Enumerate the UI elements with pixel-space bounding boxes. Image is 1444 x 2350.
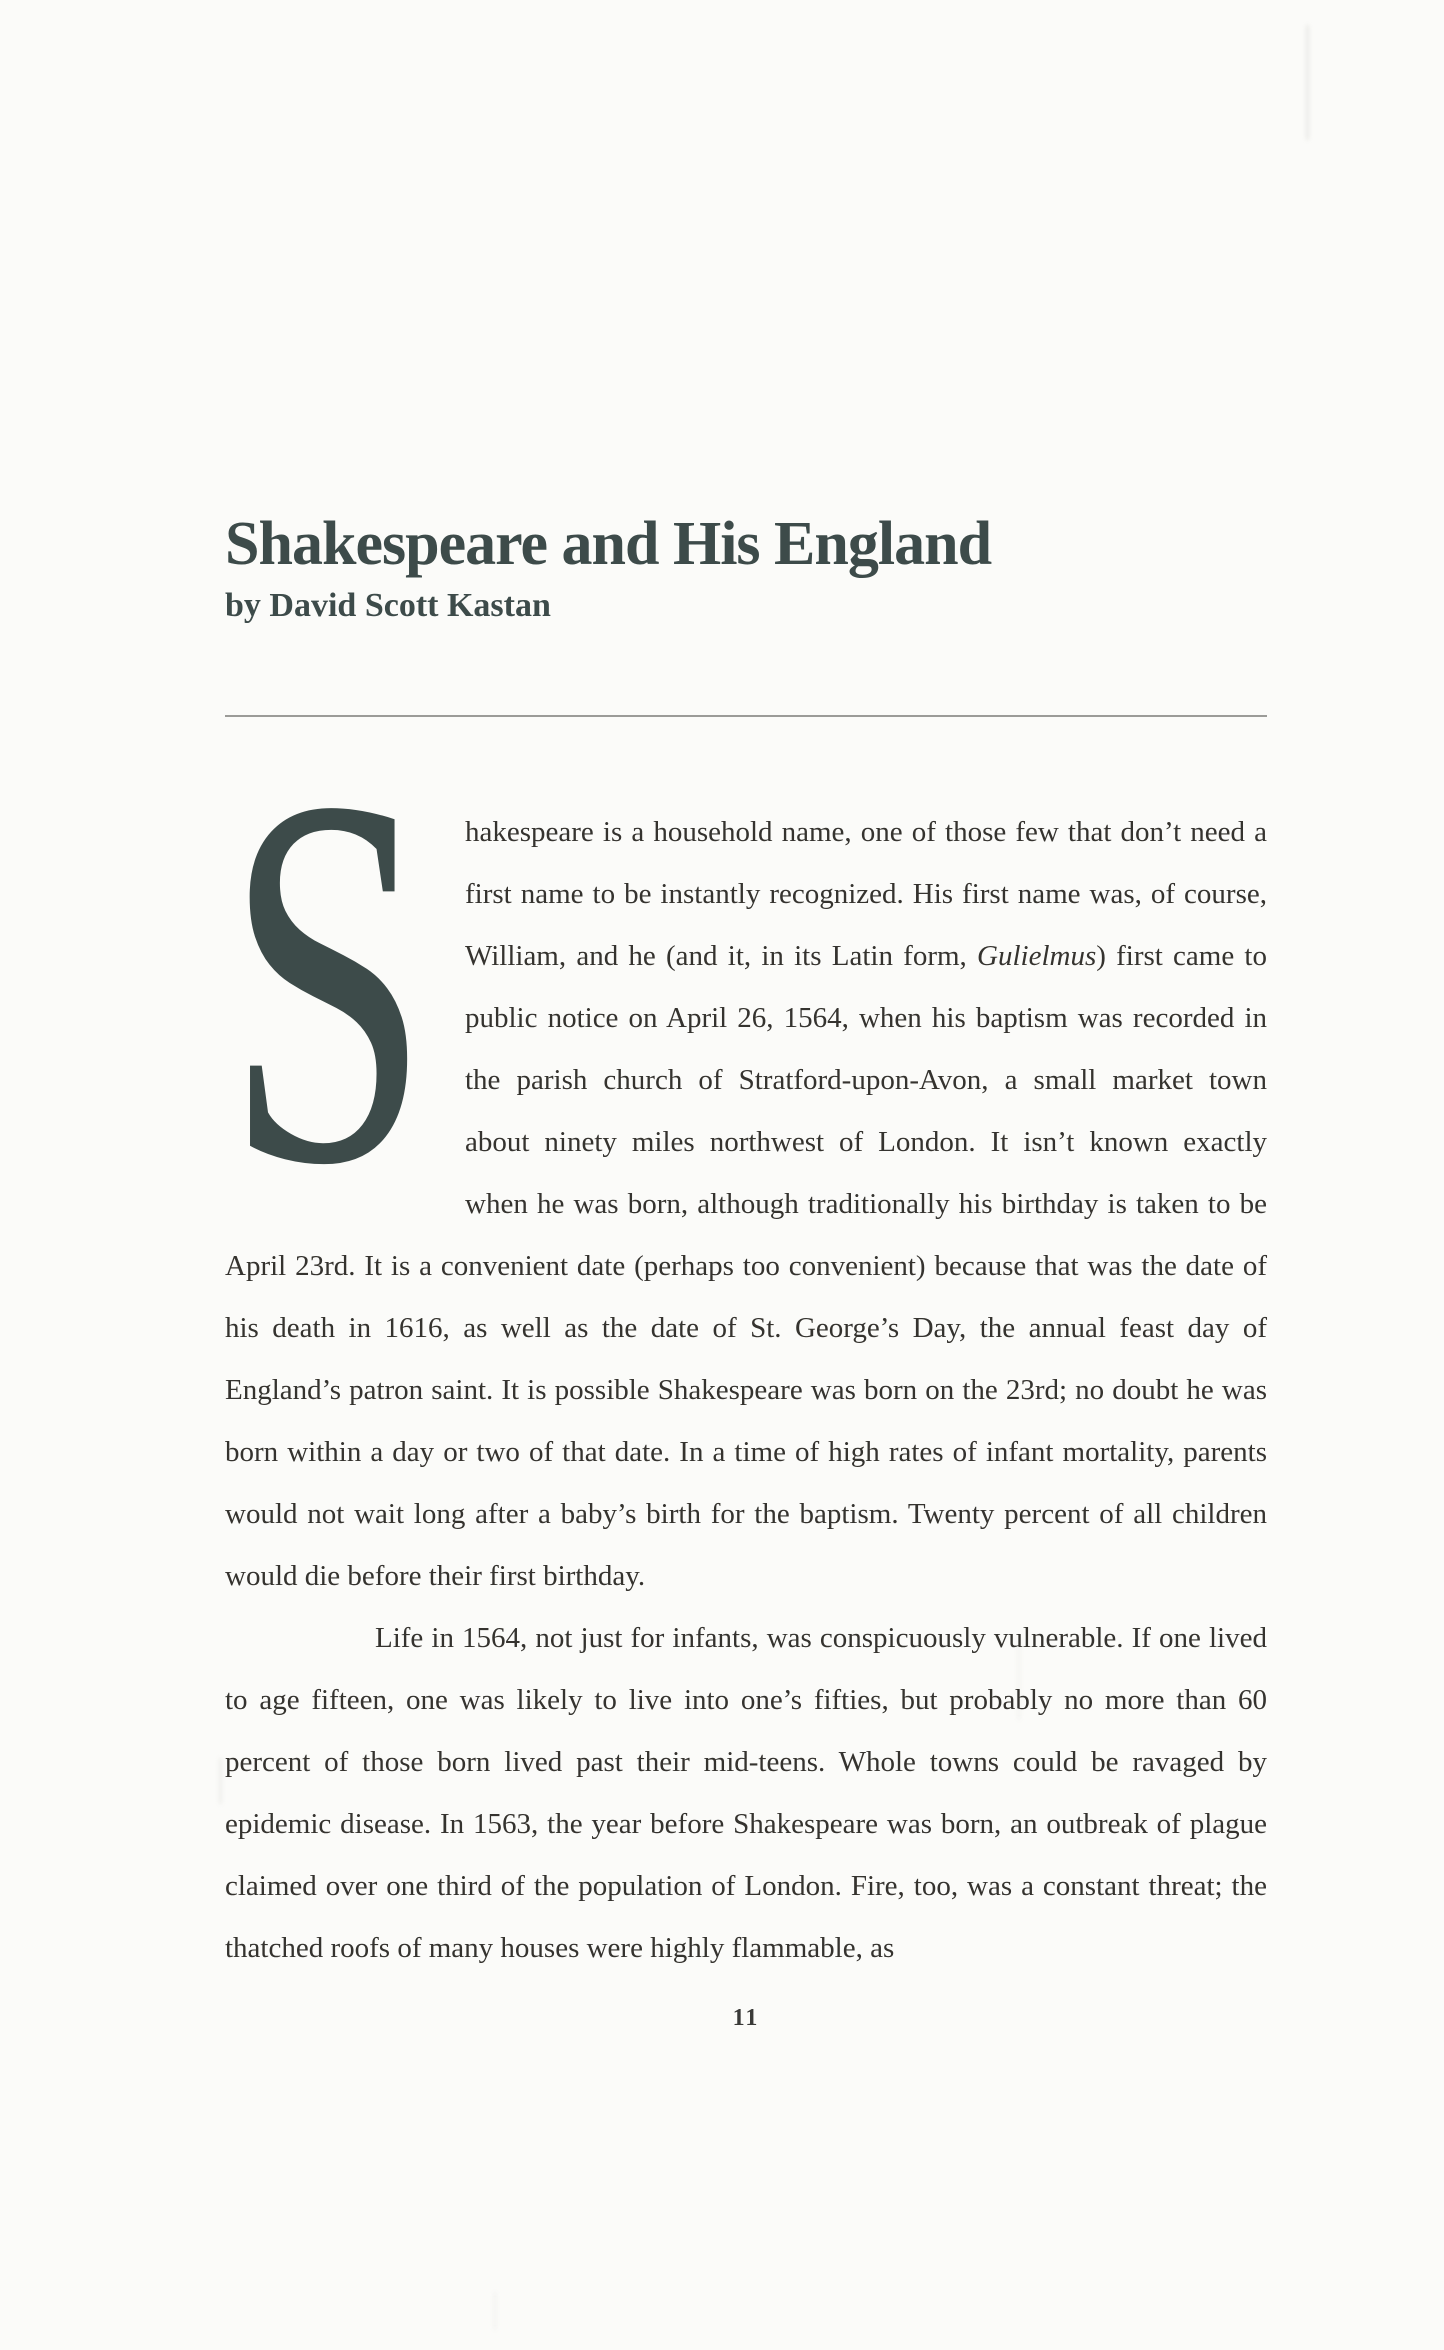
- paragraph-1-text-after-italic: ) first came to public notice on April 26, 1564, when his baptism was recorded in the parish church of Stratford-upon-Avon, a small market town about ninety miles northwest of London. It isn’t known exactly when he was born, although traditionally his birthday is taken to be April 23rd. It is a convenient date (perhaps too convenient) because that was the date of his death in 1616, as well as the date of St. George’s Day, the annual feast day of England’s patron saint. It is possible Shakespeare was born on the 23rd; no doubt he was born within a day or two of that date. In a time of high rates of infant mortality, parents would not wait long after a baby’s birth for the baptism. Twenty percent of all children would die before their first birthday.: [225, 940, 1267, 1593]
- page-number: 11: [732, 2005, 760, 2032]
- page-content: [225, 0, 1267, 2032]
- scan-artifact: [219, 1758, 222, 1804]
- body-text: [225, 687, 1267, 1979]
- paragraph-1-text-before-italic: hakespeare is a household name, one of those few that don’t need a first name to be instantly recognized. His first name was, of course, William, and he (and it, in its Latin form,: [465, 816, 1267, 973]
- paragraph-1: [225, 687, 1267, 1607]
- scan-artifact: [494, 2292, 496, 2330]
- scan-artifact: [1306, 25, 1309, 140]
- drop-cap-letter-graphic: [225, 687, 430, 1275]
- latin-term: Gulielmus: [977, 940, 1097, 973]
- paragraph-2: Life in 1564, not just for infants, was conspicuously vulnerable. If one lived to age fifteen, one was likely to live into one’s fifties, but probably no more than 60 percent of those born lived past their mid-teens. Whole towns could be ravaged by epidemic disease. In 1563, the year before Shakespeare was born, an outbreak of plague claimed over one third of the population of London. Fire, too, was a constant threat; the thatched roofs of many houses were highly flammable, as: [225, 1622, 1267, 1965]
- drop-cap: [225, 687, 430, 1275]
- byline: by David Scott Kastan: [225, 587, 551, 625]
- page-title: Shakespeare and His England: [225, 510, 992, 578]
- drop-cap-letter: S: [225, 687, 430, 1275]
